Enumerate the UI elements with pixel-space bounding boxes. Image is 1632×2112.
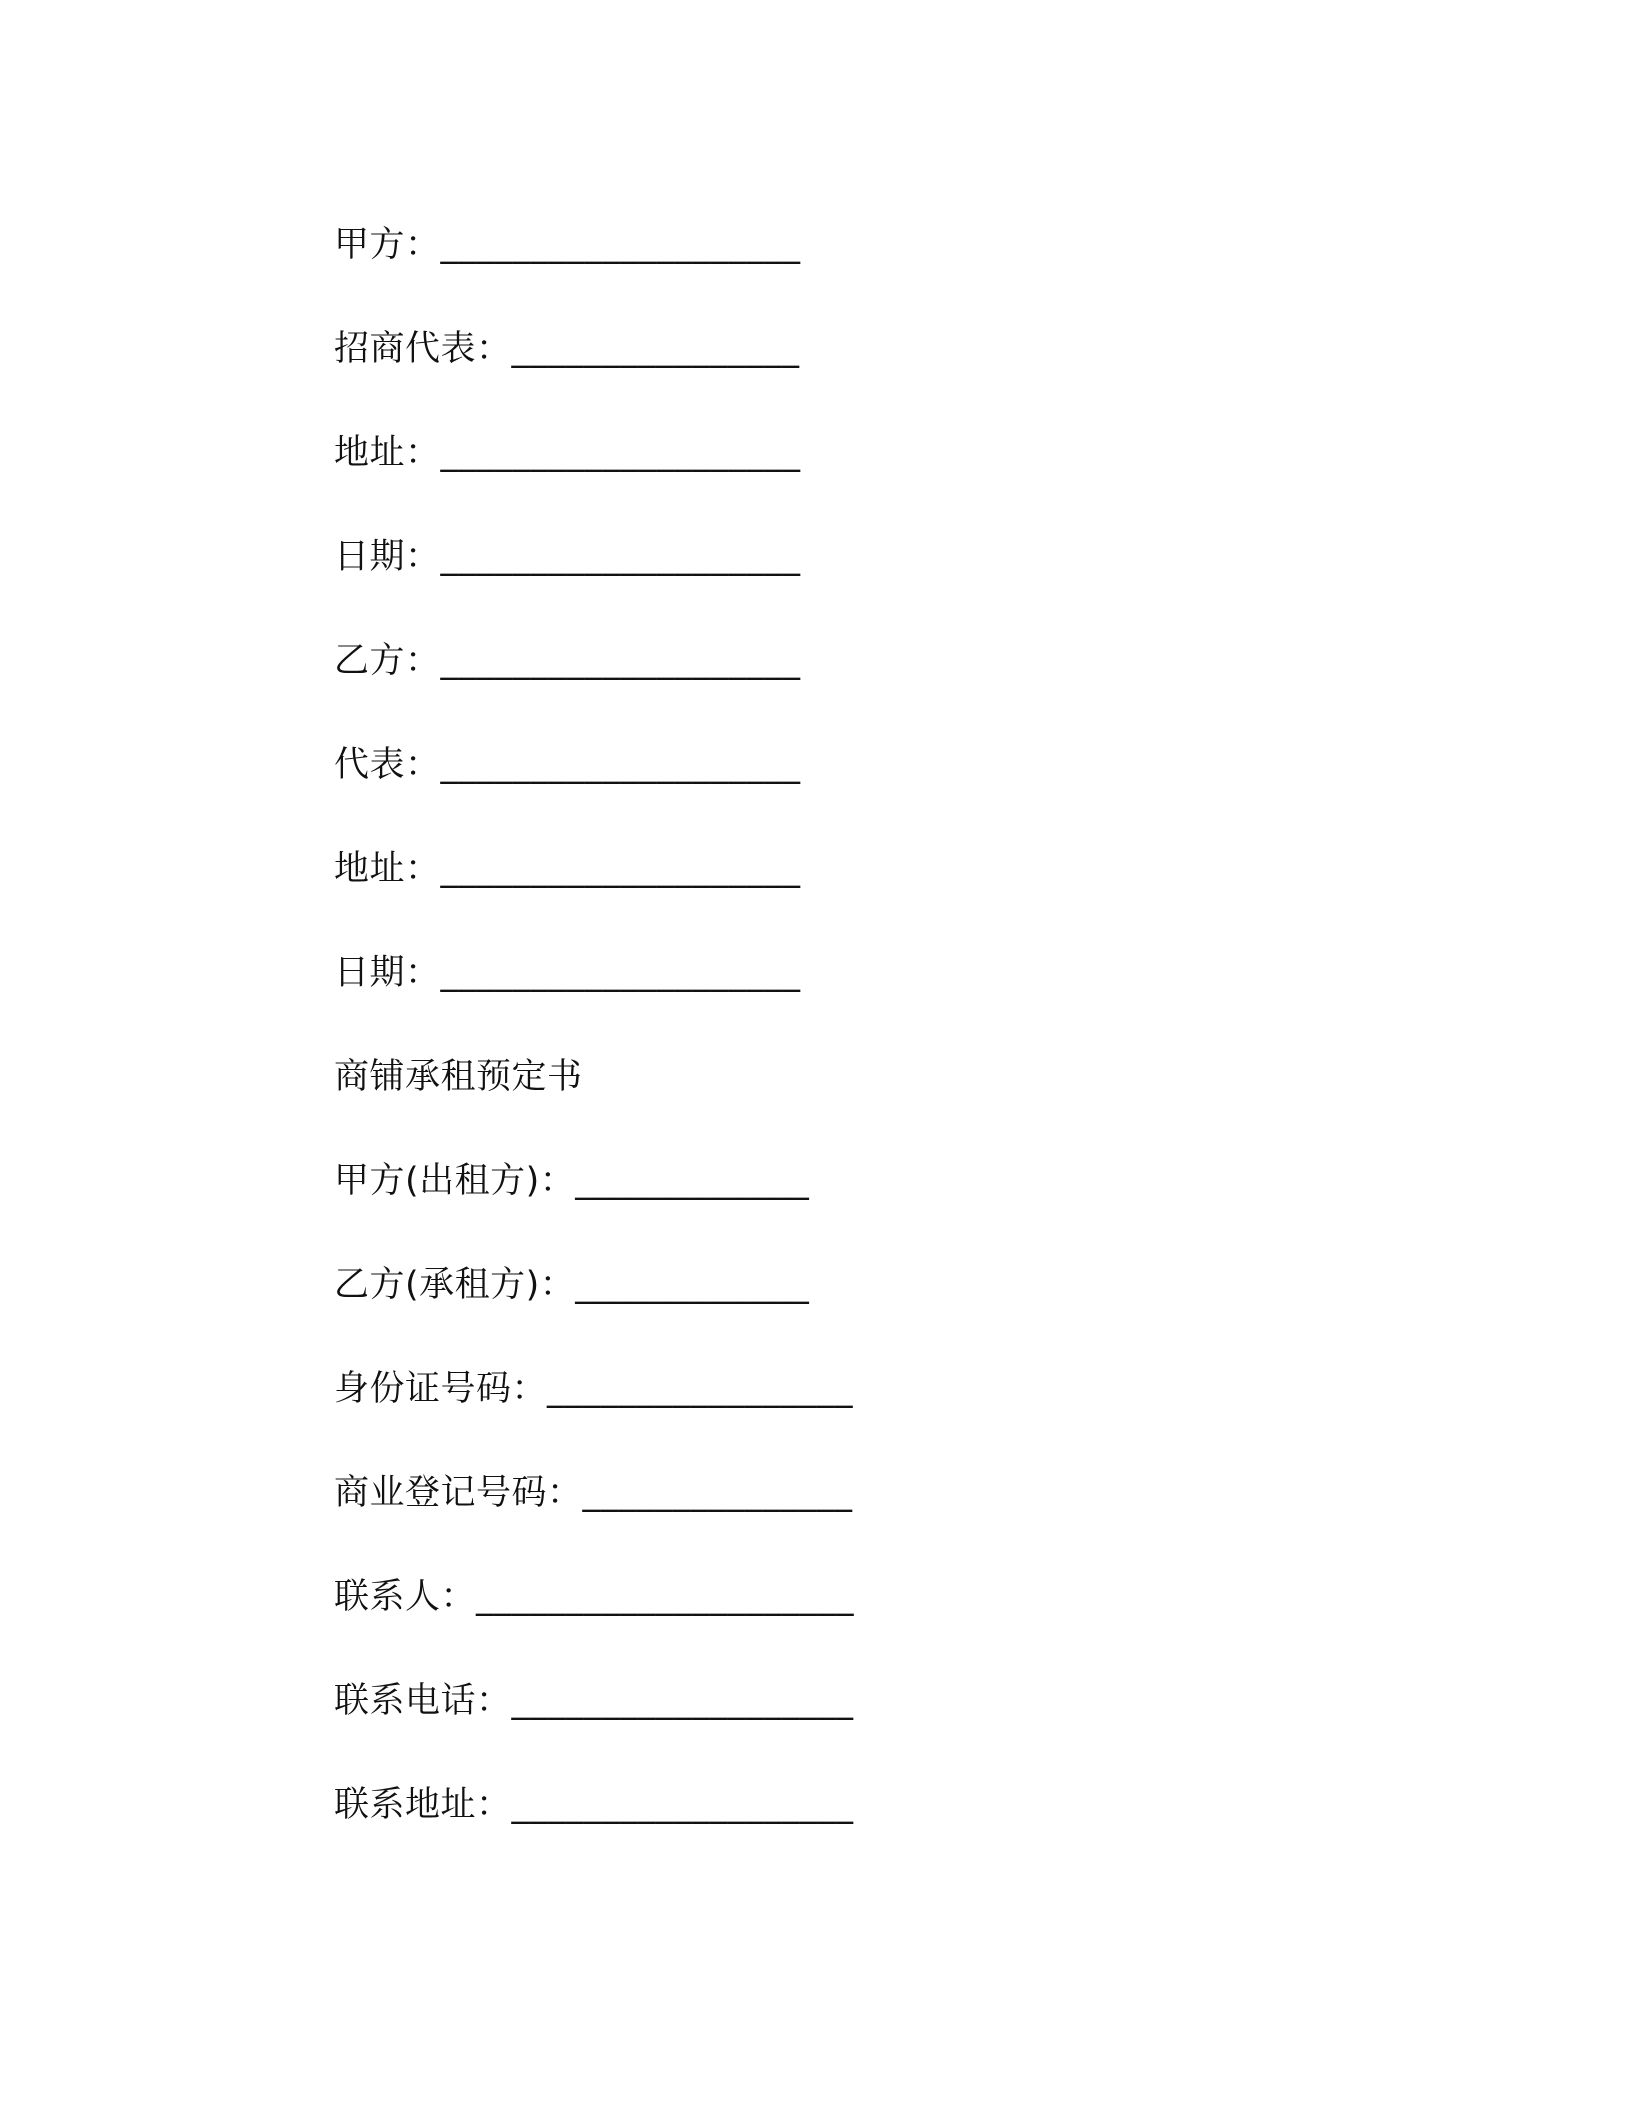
party-a-address-line: 地址：____________________ <box>334 433 801 473</box>
lessee-line: 乙方(承租方)：_____________ <box>334 1265 810 1305</box>
party-b-date-line: 日期：____________________ <box>334 953 801 993</box>
party-b-address-line: 地址：____________________ <box>334 849 801 889</box>
party-a-line: 甲方：____________________ <box>334 225 801 265</box>
party-b-representative-line: 代表：____________________ <box>334 745 801 785</box>
contact-phone-line: 联系电话：___________________ <box>334 1681 854 1721</box>
party-a-date-line: 日期：____________________ <box>334 537 801 577</box>
business-registration-line: 商业登记号码：_______________ <box>334 1473 853 1513</box>
investment-representative-line: 招商代表：________________ <box>334 329 800 369</box>
contact-address-line: 联系地址：___________________ <box>334 1785 854 1825</box>
lessor-line: 甲方(出租方)：_____________ <box>334 1161 810 1201</box>
document-body <box>334 193 1334 1857</box>
id-number-line: 身份证号码：_________________ <box>334 1369 854 1409</box>
party-b-line: 乙方：____________________ <box>334 641 801 681</box>
document-title: 商铺承租预定书 <box>334 1057 583 1097</box>
contact-person-line: 联系人：_____________________ <box>334 1577 855 1617</box>
